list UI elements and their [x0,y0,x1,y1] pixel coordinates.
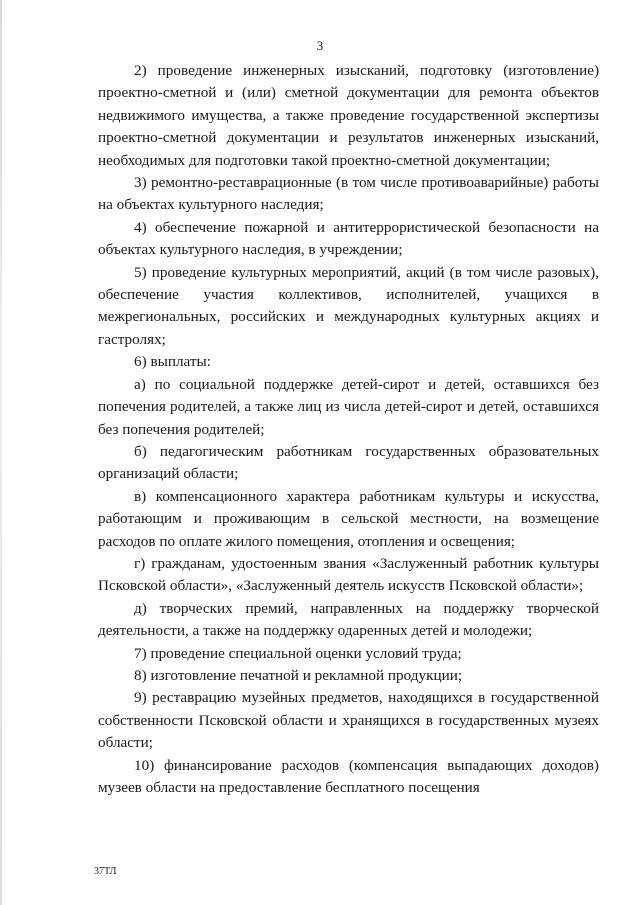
paragraph-item-10: 10) финансирование расходов (компенсация выпадающих доходов) музеев области на предоставление бесплатного посещения [98,756,599,796]
scan-edge-shadow [0,0,2,905]
paragraph-subitem-a: а) по социальной поддержке детей-сирот и детей, оставшихся без попечения родителей, а также лиц из числа детей-сирот и детей, оставшихся без попечения родителей; [98,375,599,438]
paragraph-item-2: 2) проведение инженерных изысканий, подготовку (изготовление) проектно-сметной и (или) сметной документации для ремонта объектов недвижимого имущества, а также проведение государственной экспертизы проектно-сметной документации и результатов инженерных изысканий, необходимых для подготовки такой проектно-сметной документации; [98,62,599,169]
paragraph-item-7: 7) проведение специальной оценки условий труда; [134,644,462,662]
document-body [98,60,599,799]
document-code: 37ТЛ [94,866,117,877]
paragraph-item-9: 9) реставрацию музейных предметов, находящихся в государственной собственности Псковской области и хранящихся в государственных музеях области; [98,689,599,752]
paragraph-item-8: 8) изготовление печатной и рекламной продукции; [134,666,463,684]
paragraph-subitem-b: б) педагогическим работникам государственных образовательных организаций области; [98,442,599,483]
paragraph-subitem-d: д) творческих премий, направленных на поддержку творческой деятельности, а также на поддержку одаренных детей и молодежи; [98,599,599,640]
paragraph-subitem-g: г) гражданам, удостоенным звания «Заслуженный работник культуры Псковской области», «Заслуженный деятель искусств Псковской области»; [98,554,599,595]
paragraph-item-4: 4) обеспечение пожарной и антитеррористической безопасности на объектах культурного наследия, в учреждении; [98,218,599,259]
paragraph-item-6: 6) выплаты: [134,353,211,371]
page-number: 3 [316,38,324,53]
paragraph-item-5: 5) проведение культурных мероприятий, акций (в том числе разовых), обеспечение участия коллективов, исполнителей, учащихся в межрегиональных, российских и международных культурных акциях и гастролях; [98,263,599,348]
paragraph-subitem-v: в) компенсационного характера работникам культуры и искусства, работающим и проживающим в сельской местности, на возмещение расходов по оплате жилого помещения, отопления и освещения; [98,487,599,550]
paragraph-item-3: 3) ремонтно-реставрационные (в том числе противоаварийные) работы на объектах культурного наследия; [98,174,599,214]
